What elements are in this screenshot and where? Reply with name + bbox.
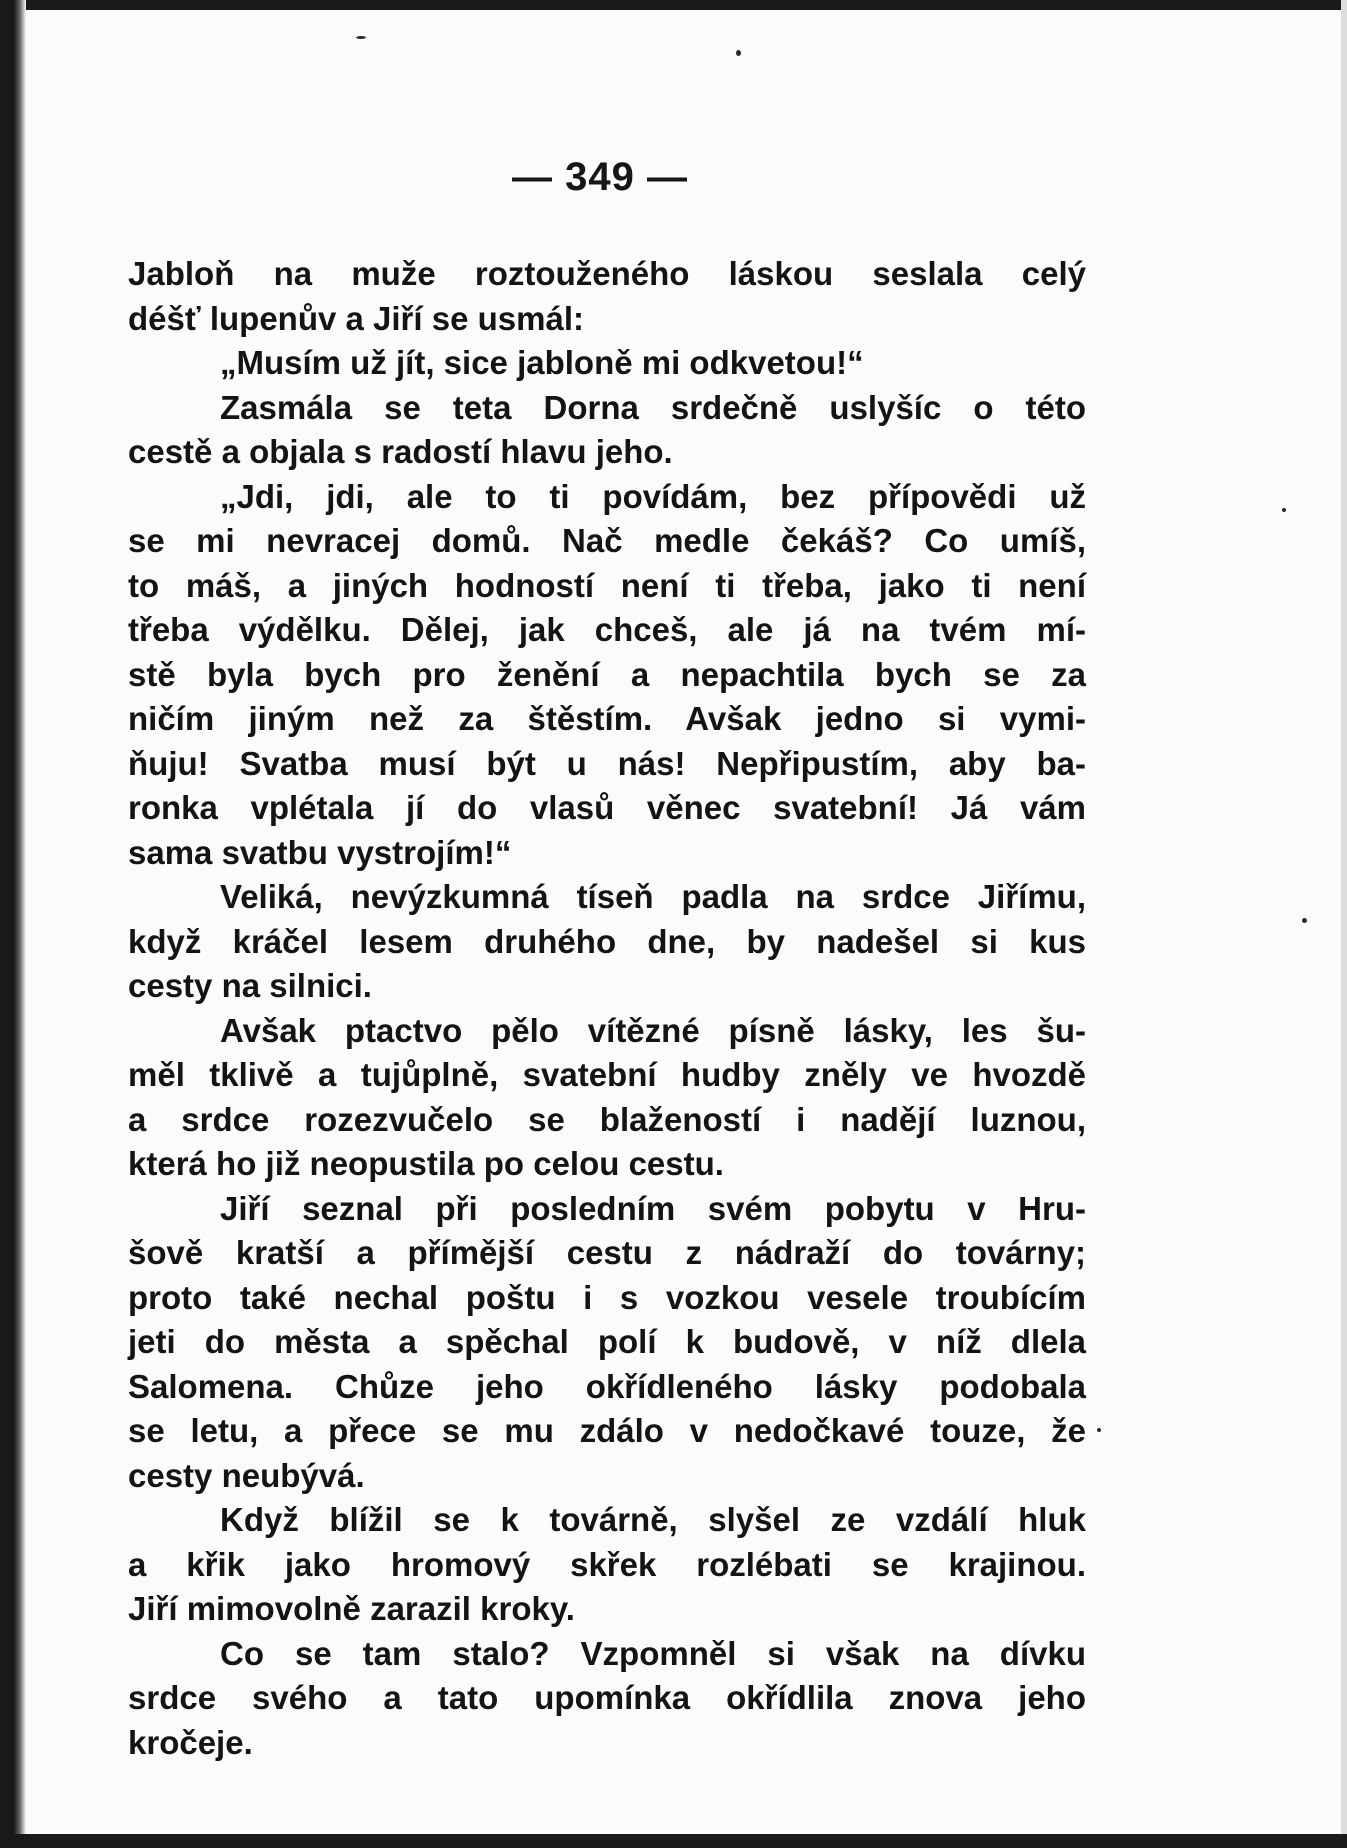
text-line: cestě a objala s radostí hlavu jeho. [128, 433, 673, 470]
text-line: Co se tam stalo? Vzpomněl si však na dívku [220, 1634, 1086, 1672]
scan-edge-right [1341, 0, 1347, 1848]
text-line: kročeje. [128, 1723, 253, 1761]
text-line: „Musím už jít, sice jabloně mi odkvetou!“ [220, 344, 864, 381]
text-line: Jiří seznal při posledním svém pobytu v Hru- [220, 1189, 1086, 1227]
text-line: Jiří mimovolně zarazil kroky. [128, 1590, 575, 1627]
text-line: stě byla bych pro ženění a nepachtila bych se za [128, 655, 1086, 693]
text-line: proto také nechal poštu i s vozkou vesele troubícím [128, 1278, 1086, 1316]
text-line: ronka vplétala jí do vlasů věnec svatební! Já vám [128, 789, 1086, 826]
text-line: Salomena. Chůze jeho okřídleného lásky podobala [128, 1367, 1086, 1405]
text-line: Když blížil se k továrně, slyšel ze vzdálí hluk [220, 1501, 1086, 1538]
text-line: sama svatbu vystrojím!“ [128, 833, 512, 871]
ink-speck [1302, 918, 1307, 923]
scan-edge-bottom [0, 1834, 1347, 1848]
ink-speck [1282, 508, 1286, 512]
text-line: Jabloň na muže roztouženého láskou seslala celý [128, 255, 1086, 292]
body-text [128, 252, 1086, 1765]
text-line: ničím jiným než za štěstím. Avšak jedno si vymi- [128, 700, 1086, 737]
text-line: se letu, a přece se mu zdálo v nedočkavé touze, že [128, 1412, 1086, 1449]
ink-speck [736, 50, 741, 56]
text-line: měl tklivě a tujůplně, svatební hudby zněly ve hvozdě [128, 1056, 1086, 1093]
text-line: třeba výdělku. Dělej, jak chceš, ale já na tvém mí- [128, 611, 1086, 648]
scan-edge-left [0, 0, 26, 1848]
ink-speck [356, 36, 366, 39]
text-line: cesty neubývá. [128, 1456, 365, 1494]
text-line: a srdce rozezvučelo se blažeností i nadějí luznou, [128, 1100, 1086, 1138]
ink-speck [1097, 1428, 1101, 1432]
text-line: jeti do města a spěchal polí k budově, v níž dlela [128, 1323, 1086, 1360]
text-line: Avšak ptactvo pělo vítězné písně lásky, les šu- [220, 1011, 1086, 1049]
text-line: to máš, a jiných hodností není ti třeba, jako ti není [128, 566, 1086, 604]
scan-edge-top [0, 0, 1347, 10]
text-line: a křik jako hromový skřek rozlébati se krajinou. [128, 1545, 1086, 1583]
text-line: která ho již neopustila po celou cestu. [128, 1145, 724, 1182]
text-line: šově kratší a přímější cestu z nádraží do továrny; [128, 1234, 1086, 1271]
text-line: srdce svého a tato upomínka okřídlila znova jeho [128, 1679, 1086, 1716]
text-line: když kráčel lesem druhého dne, by nadešel si kus [128, 922, 1086, 960]
text-line: Zasmála se teta Dorna srdečně uslyšíc o této [220, 388, 1086, 426]
text-line: se mi nevracej domů. Nač medle čekáš? Co umíš, [128, 522, 1086, 559]
text-line: ňuju! Svatba musí být u nás! Nepřipustím, aby ba- [128, 744, 1086, 782]
text-line: déšť lupenův a Jiří se usmál: [128, 299, 584, 337]
text-line: „Jdi, jdi, ale to ti povídám, bez přípovědi už [220, 477, 1086, 515]
text-line: cesty na silnici. [128, 967, 372, 1004]
page-number: — 349 — [512, 155, 688, 199]
text-line: Veliká, nevýzkumná tíseň padla na srdce Jiřímu, [220, 878, 1086, 915]
